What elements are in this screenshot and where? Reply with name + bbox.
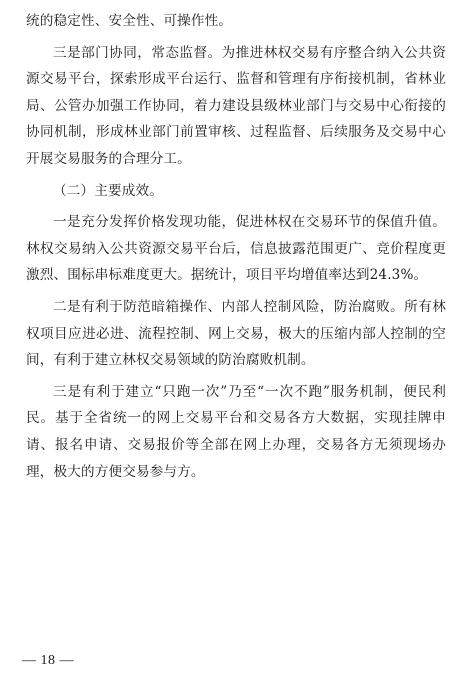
paragraph-service-mechanism: 三是有利于建立“只跑一次”乃至“一次不跑”服务机制，便民利民。基于全省统一的网上交易平台和交易各方大数据，实现挂牌申请、报名申请、交易报价等全部在网上办理，交易各方无须现场办理，极大的方便交易参与方。 [26,383,446,480]
paragraph-anti-corruption: 二是有利于防范暗箱操作、内部人控制风险，防治腐败。所有林权项目应进必进、流程控制、网上交易，极大的压缩内部人控制的空间，有利于建立林权交易领域的防治腐败机制。 [26,298,446,369]
paragraph-continuation: 统的稳定性、安全性、可操作性。 [26,13,233,29]
paragraph-price-discovery: 一是充分发挥价格发现功能，促进林权在交易环节的保值升值。林权交易纳入公共资源交易平台后，信息披露范围更广、竞价程度更激烈、围标串标难度更大。据统计，项目平均增值率达到24.3%。 [26,214,446,284]
document-body [26,8,446,485]
section-heading-main-results: （二）主要成效。 [53,182,163,199]
page-number: — 18 — [22,653,74,668]
paragraph-department-coordination: 三是部门协同，常态监督。为推进林权交易有序整合纳入公共资源交易平台，探索形成平台运行、监督和管理有序衔接机制，省林业局、公管办加强工作协同，着力建设县级林业部门与交易中心衔接的协同机制，形成林业部门前置审核、过程监督、后续服务及交易中心开展交易服务的合理分工。 [26,44,446,167]
